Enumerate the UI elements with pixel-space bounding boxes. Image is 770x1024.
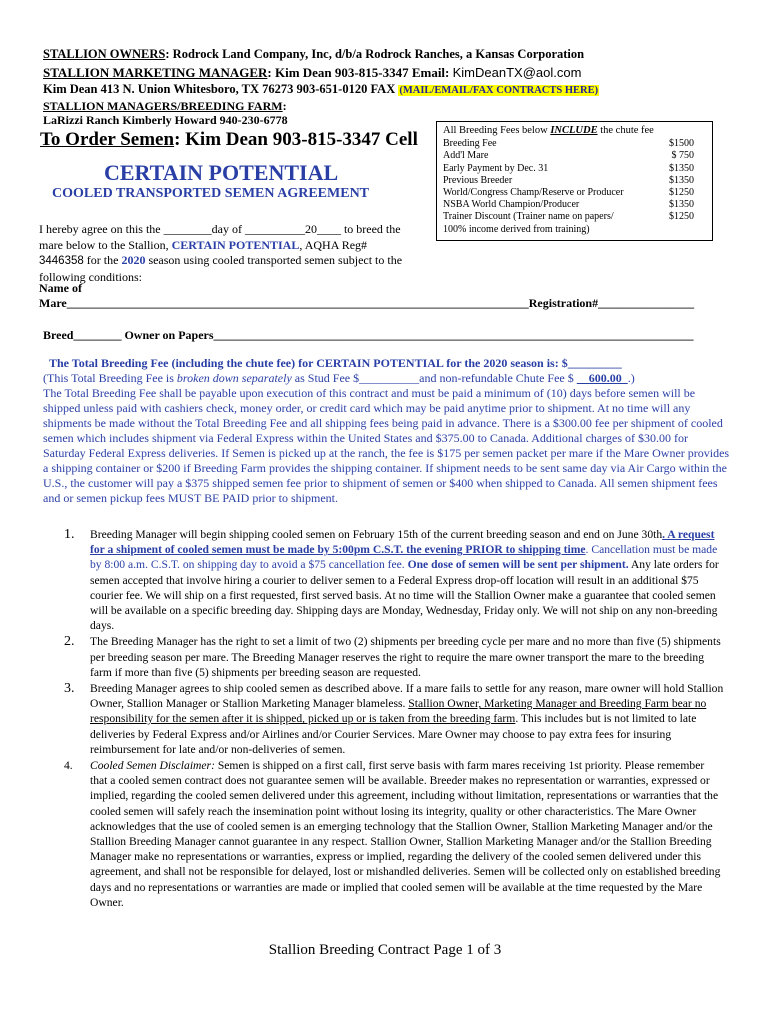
condition-number: 4. (64, 759, 73, 773)
fee-label: World/Congress Champ/Reserve or Producer (443, 187, 624, 199)
stallion-owners-value: : Rodrock Land Company, Inc, d/b/a Rodrock Ranches, a Kansas Corporation (165, 47, 585, 61)
total-fee-blank[interactable]: _________ (567, 356, 622, 370)
fee-row (443, 224, 706, 236)
stallion-managers-line (43, 99, 287, 114)
fee-row (443, 163, 706, 175)
condition-item (64, 758, 724, 910)
address-line (43, 82, 599, 98)
condition-text: Any late orders for semen accepted that involve hiring a courier to deliver semen to a Federal Express drop-off location will result in an additional $75 courier fee. We will ship on a first requested, first served basis. At no time will the Stallion Owner make a guarantee that cooled semen will be available on a specific breeding day. Shipping days are Monday, Wednesday, Friday only. We will not ship on any non-breeding days. (90, 558, 719, 633)
contracts-note: (MAIL/EMAIL/FAX CONTRACTS HERE) (399, 85, 599, 96)
address-text: Kim Dean 413 N. Union Whitesboro, TX 76273 903-651-0120 FAX (43, 82, 399, 96)
condition-text: . This includes but is not limited to late deliveries by Federal Express and/or Airlines and/or Courier Services. Mare Owner may choose to pay extra fees for insuring reimbursement for late and/or non-deliveries of semen. (90, 712, 697, 756)
total-fee-text: The Total Breeding Fee (including the chute fee) for CERTAIN POTENTIAL for the 2020 season is: $ (49, 356, 568, 370)
fee-value: $1350 (669, 199, 694, 211)
fee-schedule-box (436, 121, 713, 241)
registration-number: 3446358 (39, 255, 84, 267)
fee-head-emphasis: INCLUDE (550, 125, 598, 136)
marketing-manager-line (43, 65, 581, 80)
fee-value: $1350 (669, 174, 694, 186)
fee-label: Trainer Discount (Trainer name on papers/ (443, 211, 614, 223)
condition-emphasis: One dose of semen will be sent per shipment. (407, 558, 629, 572)
stallion-owners-label: STALLION OWNERS (43, 47, 166, 61)
condition-underlined: Stallion Owner, Marketing Manager and Breeding Farm bear no responsibility for the semen after it is shipped, picked up or is taken from the breeding farm (90, 697, 707, 726)
agreement-text: I hereby agree on this the ________day of __________20____ to breed the mare below to the Stallion, (39, 222, 401, 252)
agreement-paragraph (39, 222, 409, 285)
fee-row (443, 211, 706, 223)
breeding-farm-line: LaRizzi Ranch Kimberly Howard 940-230-6778 (43, 113, 288, 127)
season-year: 2020 (121, 253, 146, 267)
name-of-label: Name of (39, 281, 82, 295)
fee-row (443, 199, 706, 211)
breakdown-emphasis: broken down separately (176, 371, 292, 385)
fee-value: $1250 (669, 187, 694, 199)
fee-section (43, 356, 733, 506)
stallion-name-title: CERTAIN POTENTIAL (104, 160, 339, 185)
condition-text: Breeding Manager agrees to ship cooled semen as described above. If a mare fails to settle for any reason, mare owner will hold Stallion Owner, Stallion Manager or Stallion Marketing Manager blameless. (90, 682, 724, 711)
agreement-text: for the (83, 253, 122, 267)
fee-head-pre: All Breeding Fees below (443, 125, 551, 136)
fee-value: $ 750 (671, 150, 694, 162)
breed-owner-field[interactable]: Breed________ Owner on Papers________________________________________________________________________________ (43, 328, 694, 342)
condition-text: Breeding Manager will begin shipping cooled semen on February 15th of the current breeding season and end on June 30th (90, 528, 663, 541)
stud-fee-blank[interactable]: __________ (359, 371, 420, 385)
fee-row (443, 150, 706, 162)
breakdown-end: .) (627, 371, 635, 385)
fee-row (443, 187, 706, 199)
chute-fee-value: 600.00 (576, 371, 628, 385)
fee-label: Previous Breeder (443, 174, 513, 186)
fee-label: NSBA World Champion/Producer (443, 199, 580, 211)
fee-breakdown-line (43, 371, 733, 386)
condition-item (64, 634, 724, 680)
breakdown-text: and non-refundable Chute Fee $ (419, 371, 577, 385)
agreement-title: COOLED TRANSPORTED SEMEN AGREEMENT (52, 186, 370, 201)
order-semen-label: To Order Semen (40, 129, 175, 150)
condition-item (64, 527, 724, 633)
breakdown-text: (This Total Breeding Fee is (43, 371, 177, 385)
condition-number: 2. (64, 634, 75, 650)
condition-item (64, 681, 724, 757)
fee-label: 100% income derived from training) (443, 223, 590, 235)
fee-schedule-heading (443, 125, 706, 137)
marketing-manager-label: STALLION MARKETING MANAGER (43, 65, 268, 80)
fee-row (443, 175, 706, 187)
page-footer: Stallion Breeding Contract Page 1 of 3 (268, 942, 502, 958)
conditions-list (64, 527, 724, 910)
agreement-text: season using cooled transported semen subject to the following conditions: (39, 253, 403, 284)
fee-value: $1250 (669, 211, 694, 223)
total-fee-line (43, 356, 733, 371)
fee-value: $1500 (669, 138, 694, 150)
email-link[interactable]: KimDeanTX@aol.com (452, 65, 582, 80)
mare-registration-field[interactable]: Mare_____________________________________________________________________________Registration#________________ (39, 296, 695, 310)
condition-number: 1. (64, 527, 75, 542)
agreement-text: , AQHA Reg# (299, 237, 368, 252)
disclaimer-label: Cooled Semen Disclaimer: (90, 759, 215, 773)
condition-text: Semen is shipped on a first call, first serve basis with farm mares receiving 1st priority. Please remember that a cooled semen contract does not guarantee semen will be available. Breeder makes no representation or warranties, expressed or implied, regarding the cooled semen delivered under this agreement, including without limitation, representations or warranties that the cooled semen will safely reach the insemination point without losing its integrity, quality or other characteristics. The Mare Owner acknowledges that the use of cooled semen is an emerging technology that the Stallion Owner, Stallion Marketing Manager and/or the Stallion Breeding Manager cannot guarantee in any respect. Stallion Owner, Stallion Marketing Manager and/or the Stallion Breeding Manager make no representations or warranties, express or implied, regarding the delivery of the cooled semen delivered under this agreement, and shall not be responsible for delayed, lost or mishandled deliveries. Semen will be collected only on established breeding days and no representations or warranties are made or implied that cooled semen will be available at the time requested by the Mare Owner. (90, 759, 721, 909)
order-semen-heading (40, 129, 418, 151)
fee-row (443, 138, 706, 150)
stallion-owners-line (43, 47, 584, 62)
marketing-manager-value: : Kim Dean 903-815-3347 Email: (267, 65, 453, 80)
stallion-managers-colon: : (282, 99, 287, 113)
agreement-stallion: CERTAIN POTENTIAL (171, 237, 300, 252)
condition-text-blue: . Cancellation must be made by 8:00 a.m. C.S.T. on shipping day to avoid a $75 cancellation fee. (90, 543, 718, 572)
fee-label: Breeding Fee (443, 138, 497, 150)
fee-value: $1350 (669, 162, 694, 174)
fee-head-post: the chute fee (597, 125, 654, 136)
breakdown-text: as Stud Fee $ (291, 371, 360, 385)
order-semen-contact: : Kim Dean 903-815-3347 Cell (174, 129, 418, 150)
condition-text: The Breeding Manager has the right to set a limit of two (2) shipments per breeding cycle per mare and no more than five (5) shipments per breeding season per mare. The Breeding Manager reserves the right to require the mare owner transport the mare to the breeding farm if more than five (5) shipments per breeding season are requested. (90, 635, 721, 679)
fee-terms-paragraph: The Total Breeding Fee shall be payable upon execution of this contract and must be paid a minimum of (10) days before semen will be shipped unless paid with cashiers check, money order, or credit card which may be paid anytime prior to shipment. At no time will any shipments be made without the Total Breeding Fee and all shipping fees being paid in advance. There is a $300.00 fee per shipment of cooled semen which includes shipment via Federal Express within the United States and $375.00 to Canada. Additional charges of $30.00 for Saturday Federal Express deliveries. If Semen is picked up at the ranch, the fee is $175 per semen packet per mare if the Mare Owner provides a shipping container or $200 if Breeding Farm provides the shipping container. If shipment needs to be sent same day via Air Cargo within the U.S., the customer will pay a $375 shipped semen fee prior to shipment of semen or $400 when shipped to Canada. All semen shipment fees and or semen pickup fees MUST BE PAID prior to shipment. (43, 386, 730, 505)
condition-number: 3. (64, 681, 75, 697)
stallion-managers-label: STALLION MANAGERS/BREEDING FARM (43, 99, 283, 113)
fee-value (654, 224, 706, 236)
fee-label: Add'l Mare (443, 150, 489, 162)
condition-emphasis: . A request for a shipment of cooled semen must be made by 5:00pm C.S.T. the evening PRIOR to shipping time (90, 528, 715, 557)
fee-label: Early Payment by Dec. 31 (443, 162, 549, 174)
